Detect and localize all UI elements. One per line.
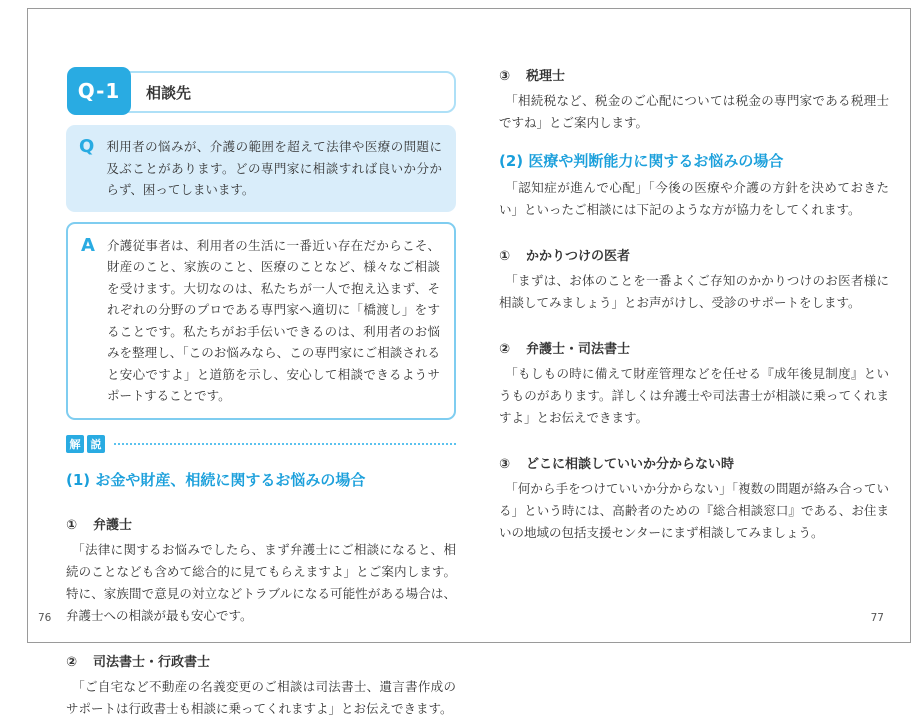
item-heading: [499, 65, 889, 84]
item-body: 「もしもの時に備えて財産管理などを任せる『成年後見制度』というものがあります。詳しくは弁護士や司法書士が相談に乗ってくれますよ」とお伝えできます。: [499, 366, 889, 425]
commentary-label-row: [66, 435, 456, 453]
item-title-text: 弁護士: [93, 517, 133, 533]
commentary-chip-1: 解: [66, 435, 84, 453]
page-number-right: 77: [870, 612, 884, 624]
item-number: ①: [499, 249, 511, 264]
item-body: 「相続税など、税金のご心配については税金の専門家である税理士ですね」とご案内します。: [499, 93, 889, 130]
answer-marker: A: [81, 234, 95, 256]
item-title-text: どこに相談していいか分からない時: [526, 457, 735, 472]
section-1-heading: (1) お金や財産、相続に関するお悩みの場合: [66, 470, 366, 489]
page-number-left: 76: [38, 612, 52, 624]
item-title-text: かかりつけの医者: [526, 249, 631, 264]
item-body: 「ご自宅など不動産の名義変更のご相談は司法書士、遺言書作成のサポートは行政書士も相談に乗ってくれますよ」とお伝えできます。: [66, 678, 456, 716]
item-heading: [499, 245, 889, 264]
item-heading: [499, 453, 889, 472]
question-number-badge: Q-1: [67, 67, 131, 115]
item-number: ②: [499, 342, 511, 357]
answer-text: 介護従事者は、利用者の生活に一番近い存在だからこそ、財産のこと、家族のこと、医療のことなど、様々なご相談を受けます。大切なのは、私たちが一人で抱え込まず、それぞれの分野のプロである専門家へ適切に「橋渡し」をすることです。私たちがお手伝いできるのは、利用者のお悩みを整理し、「このお悩みなら、この専門家にご相談されると安心ですよ」と道筋を示し、安心して相談できるようサポートすることです。: [106, 237, 440, 403]
item-body: 「何から手をつけていいか分からない」「複数の問題が絡み合っている」という時には、高齢者のための『総合相談窓口』である、お住まいの地域の包括支援センターにまず相談してみましょう。: [499, 481, 889, 540]
item-number: ①: [66, 517, 78, 533]
page-title: 相談先: [146, 83, 192, 102]
item-number: ③: [499, 69, 511, 84]
question-header-bar: [68, 71, 456, 113]
commentary-chip-2: 説: [87, 435, 105, 453]
dotted-divider: [114, 443, 456, 445]
item-body: 「まずは、お体のことを一番よくご存知のかかりつけのお医者様に相談してみましょう」とお声がけし、受診のサポートをします。: [499, 273, 889, 310]
item-number: ③: [499, 457, 511, 472]
item-body: 「法律に関するお悩みでしたら、まず弁護士にご相談になると、相続のことなども含めて総合的に見てもらえますよ」とご案内します。特に、家族間で意見の対立などトラブルになる可能性がある場合は、弁護士への相談が最も安心です。: [66, 541, 456, 623]
item-title-text: 司法書士・行政書士: [93, 654, 211, 670]
answer-box: [66, 222, 456, 420]
book-spread-page: [27, 8, 911, 716]
left-page-column: [66, 9, 456, 716]
question-text: 利用者の悩みが、介護の範囲を超えて法律や医療の問題に及ぶことがあります。どの専門家に相談すれば良いか分からず、困ってしまいます。: [106, 139, 442, 197]
section-2-intro: 「認知症が進んで心配」「今後の医療や介護の方針を決めておきたい」といったご相談には下記のような方が協力をしてくれます。: [499, 180, 889, 217]
item-title-text: 弁護士・司法書士: [526, 342, 631, 357]
right-page-column: [499, 9, 889, 642]
section-2-heading: (2) 医療や判断能力に関するお悩みの場合: [499, 152, 784, 170]
item-heading: [66, 651, 456, 670]
question-box: [66, 125, 456, 212]
item-heading: [66, 514, 456, 533]
question-marker: Q: [79, 136, 95, 157]
item-number: ②: [66, 654, 78, 670]
item-title-text: 税理士: [526, 69, 566, 84]
item-heading: [499, 338, 889, 357]
